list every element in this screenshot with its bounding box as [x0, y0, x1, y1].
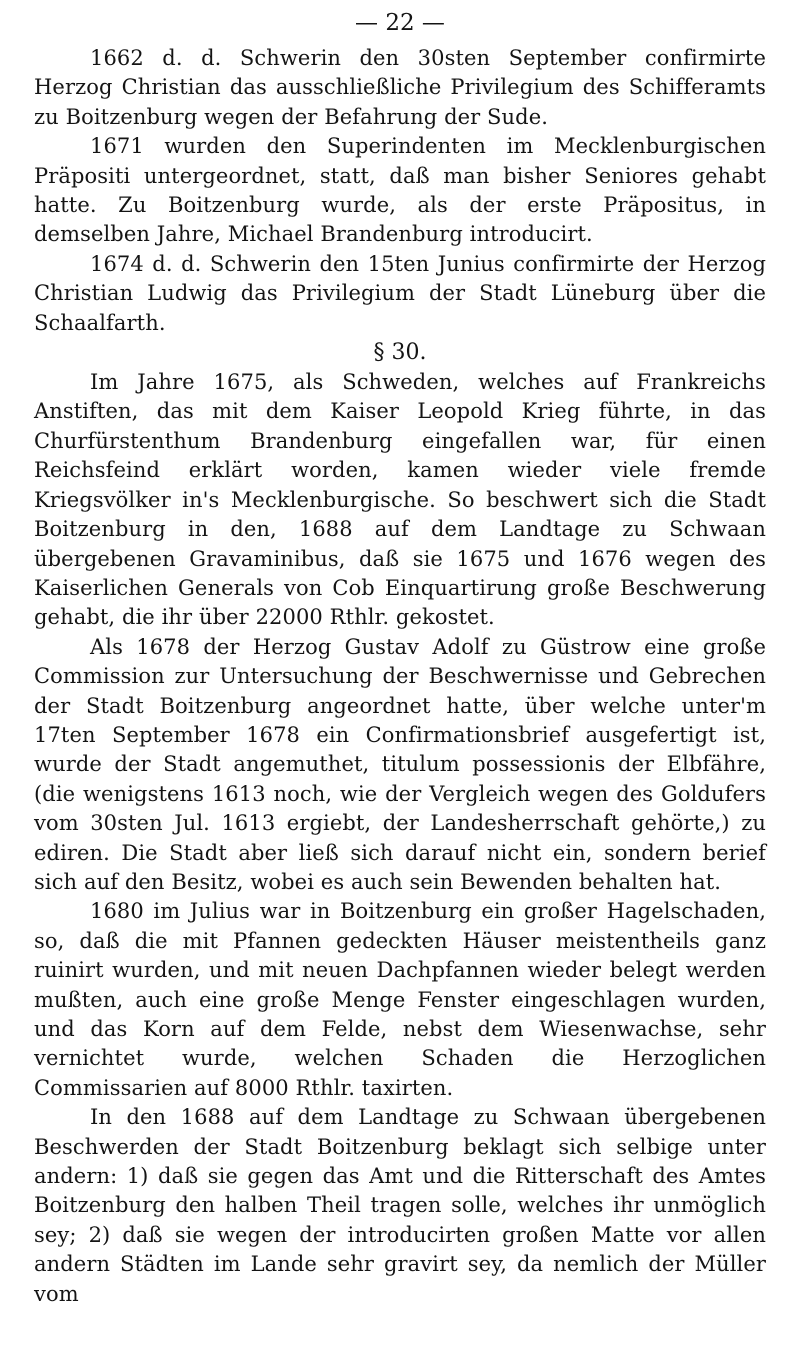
paragraph-1675: Im Jahre 1675, als Schweden, welches auf Frankreichs Anstiften, das mit dem Kaiser Leopold Krieg führte, in das Churfürstenthum Brandenburg eingefallen war, für einen Reichsfeind erklärt worden, kamen wieder viele fremde Kriegsvölker in's Mecklenburgische. So beschwert sich die Stadt Boitzenburg in den, 1688 auf dem Landtage zu Schwaan übergebenen Gravaminibus, daß sie 1675 und 1676 wegen des Kaiserlichen Generals von Cob Einquartirung große Beschwerung gehabt, die ihr über 22000 Rthlr. gekostet. — [34, 370, 766, 630]
paragraph-1680: 1680 im Julius war in Boitzenburg ein großer Hagelschaden, so, daß die mit Pfannen gedeckten Häuser meistentheils ganz ruinirt wurden, und mit neuen Dachpfannen wieder belegt werden mußten, auch eine große Menge Fenster eingeschlagen wurden, und das Korn auf dem Felde, nebst dem Wiesenwachse, sehr vernichtet wurde, welchen Schaden die Herzoglichen Commissarien auf 8000 Rthlr. taxirten. — [34, 899, 766, 1100]
paragraph-1678: Als 1678 der Herzog Gustav Adolf zu Güstrow eine große Commission zur Untersuchung der Beschwernisse und Gebrechen der Stadt Boitzenburg angeordnet hatte, über welche unter'm 17ten September 1678 ein Confirmationsbrief ausgefertigt ist, wurde der Stadt angemuthet, titulum possessionis der Elbfähre, (die wenigstens 1613 noch, wie der Vergleich wegen des Goldufers vom 30sten Jul. 1613 ergiebt, der Landesherrschaft gehörte,) zu ediren. Die Stadt aber ließ sich darauf nicht ein, sondern berief sich auf den Besitz, wobei es auch sein Bewenden behalten hat. — [34, 634, 766, 894]
intro-block — [34, 44, 766, 338]
paragraph-1671: 1671 wurden den Superindenten im Mecklenburgischen Präpositi untergeordnet, statt, daß man bisher Seniores gehabt hatte. Zu Boitzenburg wurde, als der erste Präpositus, in demselben Jahre, Michael Brandenburg introducirt. — [34, 134, 766, 247]
page-number: — 22 — — [355, 10, 445, 36]
paragraph-1662: 1662 d. d. Schwerin den 30sten September confirmirte Herzog Christian das ausschließliche Privilegium des Schifferamts zu Boitzenburg wegen der Befahrung der Sude. — [34, 46, 766, 129]
paragraph-1674: 1674 d. d. Schwerin den 15ten Junius confirmirte der Herzog Christian Ludwig das Privilegium der Stadt Lüneburg über die Schaalfarth. — [34, 251, 766, 335]
section-30-block — [34, 368, 766, 1309]
section-heading: § 30. — [373, 340, 427, 366]
paragraph-1688: In den 1688 auf dem Landtage zu Schwaan übergebenen Beschwerden der Stadt Boitzenburg beklagt sich selbige unter andern: 1) daß sie gegen das Amt und die Ritterschaft des Amtes Boitzenburg den halben Theil tragen solle, welches ihr unmöglich sey; 2) daß sie wegen der introducirten großen Matte vor allen andern Städten im Lande sehr gravirt sey, da nemlich der Müller vom — [34, 1105, 766, 1306]
